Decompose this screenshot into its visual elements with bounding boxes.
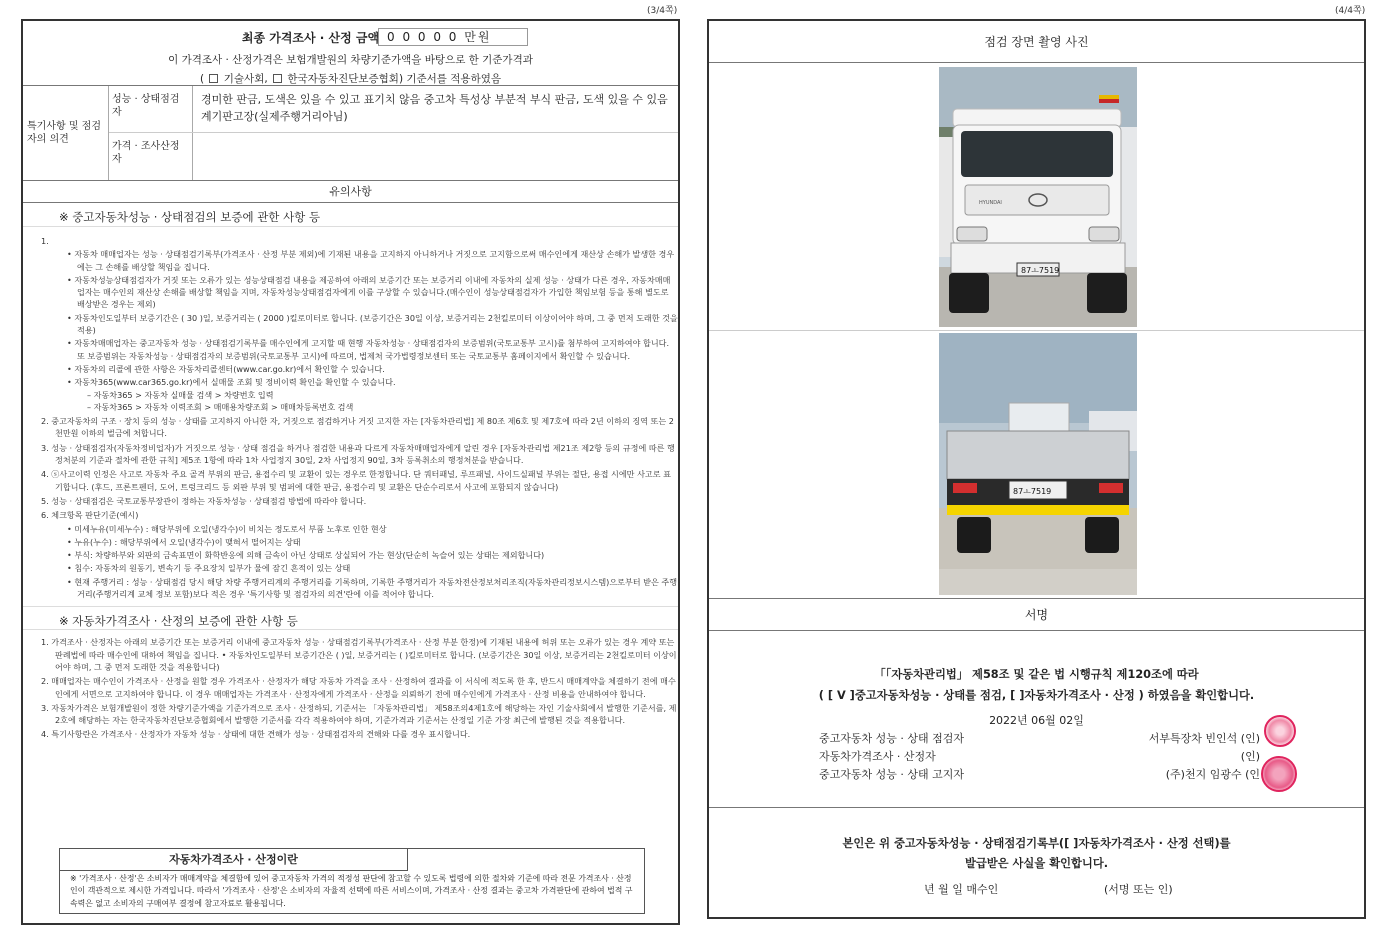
price-assessor-opinion <box>193 133 678 180</box>
note-bullet: • 부식: 차량하부와 외판의 금속표면이 화학반응에 의해 금속이 아닌 상태로 상실되어 가는 현상(단순히 녹슬어 있는 상태는 제외합니다) <box>67 550 545 561</box>
opinion-label: 특기사항 및 점검자의 의견 <box>23 86 109 180</box>
note-bullet: • 침수: 자동차의 원동기, 변속기 등 주요장치 일부가 물에 잠긴 흔적이 있는 상태 <box>67 563 351 574</box>
section1-notes <box>23 227 678 600</box>
buyer-signature-label: (서명 또는 인) <box>1104 883 1173 896</box>
note-item: 3. 자동차가격은 보험개발원이 정한 차량기준가액을 기준가격으로 조사 · 산정하되, 기준서는 「자동차관리법」 제58조의4제1호에 해당하는 자인 기술사회에서 발행한 기준서를, 제2호에 해당하는 자는 한국자동차진단보증협회에서 발행한 기준서를 각각 적용하여야 하며, 기준가격과 기준서는 산정일 기준 가장 최근에 발행된 것을 적용합니다. <box>41 702 677 726</box>
inspection-photos <box>709 63 1364 599</box>
buyer-confirm-line2: 발급받은 사실을 확인합니다. <box>964 857 1109 870</box>
note-bullet: • 자동차매매업자는 중고자동차 성능 · 상태점검기록부를 매수인에게 고지할 때 현행 자동차성능 · 상태점검자의 보증범위(국토교통부 고시)를 첨부하여 고지하여야 합니다. 또 보증범위는 자동차성능 · 상태점검자의 보증범위(국토교통부 고시)에 따르며, 법제처 국가법령정보센터 또는 국토교통부 홈페이지에서 확인할 수 있습니다. <box>67 338 670 361</box>
inspection-confirmation-line: ( [ V ]중고자동차성능 · 상태를 점검, [ ]자동차가격조사 · 산정 ) 하였음을 확인합니다. <box>818 689 1255 702</box>
signature-date: 2022년 06월 02일 <box>989 714 1084 727</box>
note-item: 4. ⓢ사고이력 인정은 사고로 자동차 주요 골격 부위의 판금, 용접수리 및 교환이 있는 경우로 한정합니다. 단 쿼터패널, 루프패널, 사이드실패널 부위는 절단, 용접 시에만 사고로 표기합니다. (후드, 프론트펜더, 도어, 트렁크리드 등 외판 부위 및 범퍼에 대한 판금, 용접수리 및 교환은 단순수리로서 사고에 포함되지 않습니다) <box>41 469 671 492</box>
truck-front-photo <box>939 67 1137 327</box>
note-bullet: • 자동차인도일부터 보증기간은 ( 30 )일, 보증거리는 ( 2000 )킬로미터로 합니다. (보증기간은 30일 이상, 보증거리는 2천킬로미터 이상이어야 하며, 그 중 먼저 도래한 것을 적용) <box>67 312 678 336</box>
note-item: 1. <box>41 236 49 246</box>
price-assessor-label: 가격 · 조사산정자 <box>109 133 193 180</box>
photo-brand: HYUNDAI <box>979 200 1002 206</box>
note-item: 4. 특기사항란은 가격조사 · 산정자가 자동차 성능 · 상태에 대한 견해가 성능 · 상태점검자의 견해와 다를 경우 표시합니다. <box>41 729 471 740</box>
definition-text: ※ '가격조사 · 산정'은 소비자가 매매계약을 체결함에 있어 중고자동차 가격의 적정성 판단에 참고할 수 있도록 법령에 의한 절차와 기준에 따라 전문 가격조사 · 산정인이 객관적으로 제시한 가격입니다. 따라서 '가격조사 · 산정'은 소비자의 자율적 선택에 따른 서비스이며, 가격조사 · 산정 결과는 중고차 가격판단에 관하여 법적 구속력은 없고 소비자의 구매여부 결정에 참고자료로 활용됩니다. <box>70 874 633 908</box>
note-item: 3. 성능 · 상태점검자(자동차정비업자)가 거짓으로 성능 · 상태 점검을 하거나 점검한 내용과 다르게 자동차매매업자에게 알린 경우 [자동차관리법 제21조 제2항 등의 규정에 따른 행정처분의 기준과 절차에 관한 규칙] 제5조 1항에 따라 1차 사업정지 30일, 2차 사업정지 90일, 3차 등록취소의 행정처분을 받습니다. <box>41 442 675 466</box>
buyer-confirm-line1: 본인은 위 중고자동차성능 · 상태점검기록부([ ]자동차가격조사 · 산정 선택)를 <box>842 837 1231 850</box>
notifier-seal-stamp <box>1261 756 1297 792</box>
note-bullet: • 자동차365(www.car365.go.kr)에서 실매물 조회 및 정비이력 확인을 확인할 수 있습니다. <box>67 377 396 388</box>
note-item: 5. 성능 · 상태점검은 국토교통부장관이 정하는 자동차성능 · 상태점검 방법에 따라야 합니다. <box>41 495 367 506</box>
page-number-left: (3/4쪽) <box>647 6 678 16</box>
note-sub: – 자동차365 > 자동차 이력조회 > 매매용차량조회 > 매매차등록번호 검색 <box>87 401 354 412</box>
note-bullet: • 현재 주행거리 : 성능 · 상태점검 당시 해당 차량 주행거리계의 주행거리를 기록하며, 기록한 주행거리가 자동차전산정보처리조직(자동차관리정보시스템)으로부터 받은 주행거리(주행거리계 교체 정보 포함)보다 적은 경우 '특기사항 및 점검자의 의견'란에 이를 적어야 합니다. <box>67 576 678 600</box>
front-plate: 87ㅗ7519 <box>1021 266 1060 275</box>
section2-heading: ※ 자동차가격조사 · 산정의 보증에 관한 사항 등 <box>23 606 678 630</box>
note-bullet: • 자동차의 리콜에 관한 사항은 자동차리콜센터(www.car.go.kr)에서 확인할 수 있습니다. <box>67 363 385 374</box>
note-item: 2. 중고자동차의 구조 · 장치 등의 성능 · 상태를 고지하지 아니한 자, 거짓으로 점검하거나 거짓 고지한 자는 [자동차관리법] 제 80조 제6호 및 제7호에 따라 2년 이하의 징역 또는 2천만원 이하의 벌금에 처합니다. <box>41 416 674 439</box>
notice-heading: 유의사항 <box>23 181 678 203</box>
law-reference-line: 「「자동차관리법」 제58조 및 같은 법 시행규칙 제120조에 따라 <box>874 668 1199 681</box>
note-item: 1. 가격조사 · 산정자는 아래의 보증기간 또는 보증거리 이내에 중고자동차 성능 · 상태점검기록부(가격조사 · 산정 부분 한정)에 기재된 내용에 허위 또는 오류가 있는 경우 계약 또는 판례법에 따라 매수인에 대하여 책임을 집니다. • 자동차인도일부터 보증기간은 ( )일, 보증거리는 ( )킬로미터로 합니다. (보증기간은 30일 이상, 보증거리는 2천킬로미터 이상이어야 하며, 그 중 먼저 도래한 것을 적용합니다) <box>41 637 677 672</box>
signer-name: (인) <box>1240 750 1260 763</box>
price-standard-line: ( 기술사회, 한국자동차진단보증협회) 기준서를 적용하였음 <box>199 73 502 85</box>
signer-role: 중고자동차 성능 · 상태 고지자 <box>819 768 964 781</box>
opinion-table <box>23 86 678 181</box>
definition-title: 자동차가격조사 · 산정이란 <box>60 849 408 871</box>
performance-inspector-opinion: 경미한 판금, 도색은 있을 수 있고 표기치 않음 중고차 특성상 부분적 부식 판금, 도색 있을 수 있음 계기판고장(실제주행거리아님) <box>201 93 668 124</box>
final-price-header <box>23 21 678 86</box>
section2-notes <box>23 630 678 740</box>
note-bullet: • 자동차 매매업자는 성능 · 상태점검기록부(가격조사 · 산정 부분 제외)에 기재된 내용을 고지하지 아니하거나 거짓으로 고지함으로써 매수인에게 재산상 손해가 발생한 경우에는 그 손해를 배상할 책임을 집니다. <box>67 249 675 272</box>
price-assessment-definition-box <box>59 848 645 914</box>
checkbox-diagnosis-association[interactable] <box>273 74 282 83</box>
inspection-page-4 <box>707 19 1366 919</box>
note-bullet: • 자동차성능상태점검자가 거짓 또는 오류가 있는 성능상태점검 내용을 제공하여 아래의 보증기간 또는 보증거리 이내에 자동차의 실제 성능 · 상태가 다른 경우, 자동차매매업자는 매수인의 재산상 손해를 배상할 책임을 지며, 자동차성능상태점검자에게 이를 구상할 수 있습니다.(매수인이 성능상태점검자가 가입한 책임보험 등을 통해 별도로 배상받은 경우는 제외) <box>67 274 671 310</box>
signer-role: 중고자동차 성능 · 상태 점검자 <box>819 732 964 745</box>
note-item: 2. 매매업자는 매수인이 가격조사 · 산정을 원할 경우 가격조사 · 산정자가 해당 자동차 가격을 조사 · 산정하여 결과를 이 서식에 적도록 한 후, 반드시 매매계약을 체결하기 전에 매수인에게 서면으로 고지하여야 합니다. 이 경우 매매업자는 가격조사 · 산정자에게 가격조사 · 산정을 의뢰하기 전에 매수인에게 가격조사 · 산정 비용을 안내하여야 합니다. <box>41 676 676 699</box>
note-item: 6. 체크항목 판단기준(예시) <box>41 510 139 521</box>
note-bullet: • 미세누유(미세누수) : 해당부위에 오일(냉각수)이 비치는 정도로서 부품 노후로 인한 현상 <box>67 523 387 534</box>
final-price-amount: 0 0 0 0 0 만원 <box>378 28 528 46</box>
performance-inspector-label: 성능 · 상태점검자 <box>109 86 193 132</box>
photo-section-title: 점검 장면 촬영 사진 <box>709 21 1364 63</box>
price-basis-text: 이 가격조사 · 산정가격은 보험개발원의 차량기준가액을 바탕으로 한 기준가격과 <box>168 54 533 66</box>
inspector-seal-stamp <box>1264 715 1296 747</box>
note-bullet: • 누유(누수) : 해당부위에서 오일(냉각수)이 맺혀서 떨어지는 상태 <box>67 536 301 547</box>
truck-rear-photo <box>939 333 1137 595</box>
inspection-page-3 <box>21 19 680 925</box>
checkbox-tech-society[interactable] <box>209 74 218 83</box>
signature-section-title: 서명 <box>709 599 1364 631</box>
signer-role: 자동차가격조사 · 산정자 <box>819 750 936 763</box>
note-sub: – 자동차365 > 자동차 실매물 검색 > 차량번호 입력 <box>87 389 274 400</box>
rear-plate: 87ㅗ7519 <box>1013 487 1052 496</box>
signer-name: (주)천지 임광수 (인 <box>1165 768 1260 781</box>
page-number-right: (4/4쪽) <box>1335 6 1366 16</box>
signer-name: 서부특장차 빈인석 (인) <box>1148 732 1260 745</box>
buyer-date-line: 년 월 일 매수인 <box>924 883 999 896</box>
section1-heading: ※ 중고자동차성능 · 상태점검의 보증에 관한 사항 등 <box>23 203 678 227</box>
final-price-title: 최종 가격조사 · 산정 금액 <box>241 31 380 45</box>
